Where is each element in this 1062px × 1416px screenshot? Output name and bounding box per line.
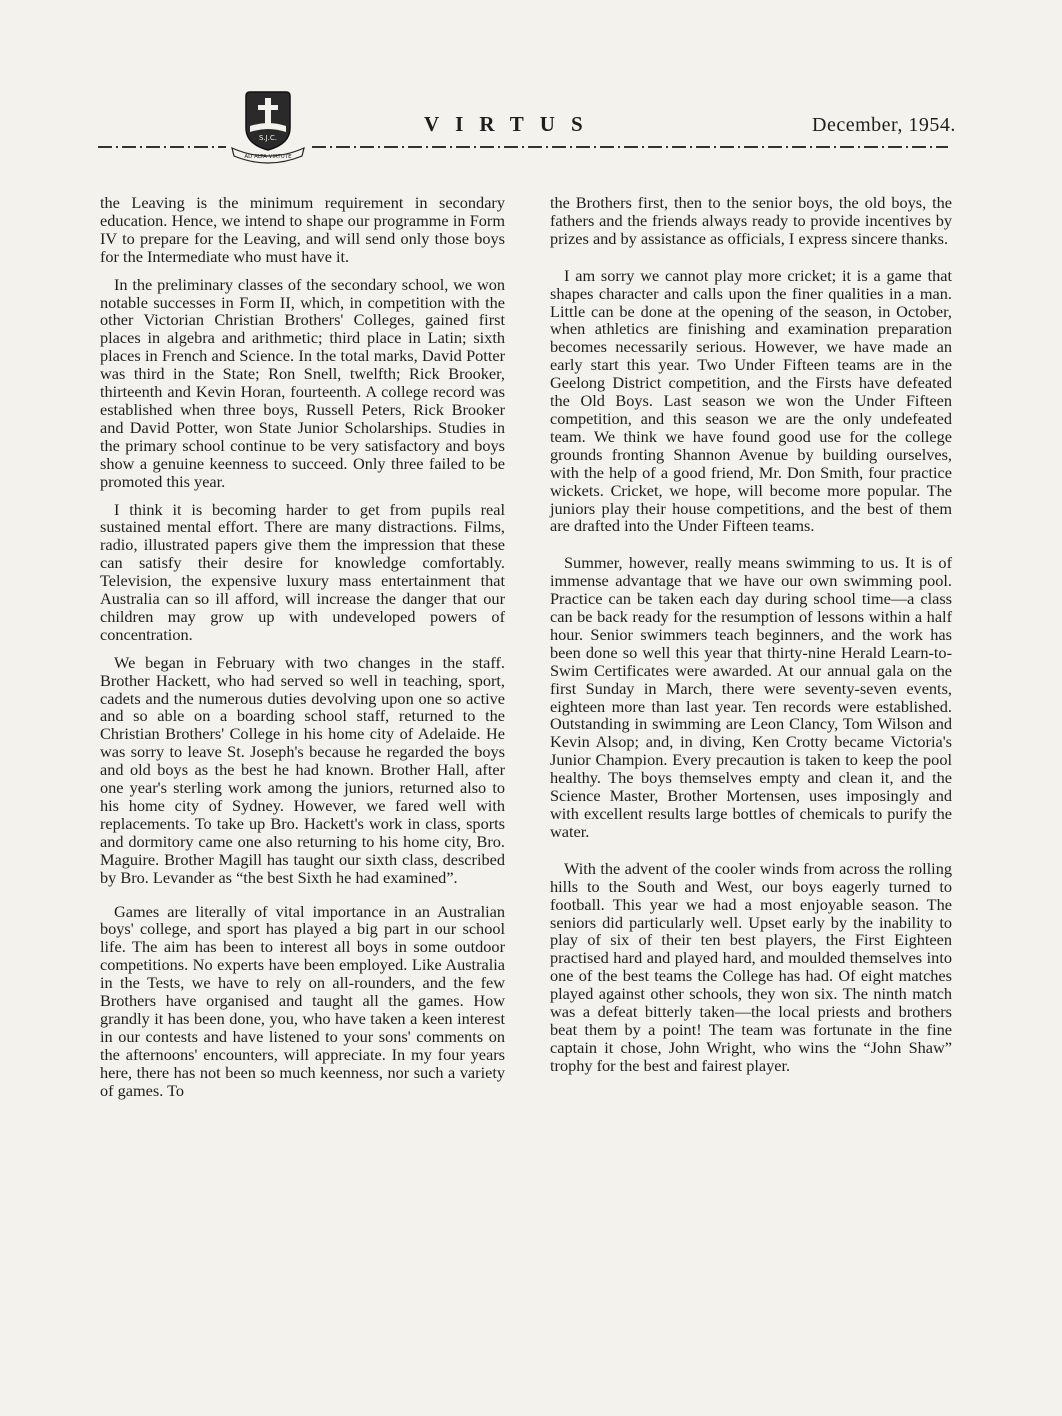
right-column xyxy=(550,194,952,1075)
paragraph: I am sorry we cannot play more cricket; it is a game that shapes character and calls upon the finer qualities in a man. Little can be done at the opening of the season, in October, when athletics are finishing and examination preparation becomes necessarily serious. However, we have made an early start this year. Two Under Fifteen teams are in the Geelong District competition, and the Firsts have defeated the Old Boys. Last season we won the Under Fifteen competition, and this season we are the only undefeated team. We think we have found good use for the college grounds fronting Shannon Avenue by building ourselves, with the help of a good friend, Mr. Don Smith, four practice wickets. Cricket, we hope, will become more popular. The juniors play their house competitions, and the best of them are drafted into the Under Fifteen teams. xyxy=(550,265,952,536)
header-rule-left xyxy=(98,146,226,148)
crest-initials: S.J.C. xyxy=(258,134,278,142)
paragraph: Summer, however, really means swimming to us. It is of immense advantage that we have our own swimming pool. Practice can be taken each day during school time—a class can be back ready for the resumption of lessons within a half hour. Senior swimmers teach beginners, and the work has been done so well this year that thirty-nine Herald Learn-to-Swim Certificates were awarded. At our annual gala on the first Sunday in March, there were seventy-seven events, eighteen more than last year. Ten records were established. Outstanding in swimming are Leon Clancy, Tom Wilson and Kevin Alsop; and, in diving, Ken Crotty became Victoria's Junior Champion. Every precaution is taken to keep the pool healthy. The boys themselves empty and clean it, and the Science Master, Brother Mortensen, uses imposingly and with excellent results large bottles of chemicals to purify the water. xyxy=(550,553,952,841)
paragraph: I think it is becoming harder to get from pupils real sustained mental effort. There are many distractions. Films, radio, illustrated papers give them the impression that these can satisfy their desire for knowledge comfortably. Television, the expensive luxury mass entertainment that Australia can so ill afford, will increase the danger that our children may grow up with undeveloped powers of concentration. xyxy=(100,499,505,644)
paragraph: Games are literally of vital importance in an Australian boys' college, and sport has played a big part in our school life. The aim has been to interest all boys in some outdoor competitions. No experts have been employed. Like Australia in the Tests, we have to rely on all-rounders, and the few Brothers have organised and taught all the games. How grandly it has been done, you, who have taken a keen interest in our contests and have listened to your sons' comments on the afternoons' encounters, will appreciate. In my four years here, there has not been so much keenness, nor such a variety of games. To xyxy=(100,901,505,1100)
paragraph: the Leaving is the minimum requirement in secondary education. Hence, we intend to shape our programme in Form IV to prepare for the Leaving, and will send only those boys for the Intermediate who must have it. xyxy=(100,193,505,266)
paragraph: In the preliminary classes of the secondary school, we won notable successes in Form II, which, in competition with the other Victorian Christian Brothers' Colleges, gained first places in algebra and arithmetic; third place in Latin; sixth places in French and Science. In the total marks, David Potter was third in the State; Ron Snell, twelfth; Rick Brooker, thirteenth and Kevin Horan, fourteenth. A college record was established when three boys, Russell Peters, Rick Brooker and David Potter, won State Junior Scholarships. Studies in the primary school continue to be very satisfactory and boys show a genuine keenness to succeed. Only three failed to be promoted this year. xyxy=(100,274,505,491)
left-column xyxy=(100,194,505,1100)
header-rule-right xyxy=(312,146,948,148)
paragraph: We began in February with two changes in the staff. Brother Hackett, who had served so well in teaching, sport, cadets and the numerous duties devolving upon one so active and so able on a boarding school staff, returned to the Christian Brothers' College in his home city of Adelaide. He was sorry to leave St. Joseph's because he regarded the boys and old boys as the best he had known. Brother Hall, after one year's sterling work among the juniors, returned also to his home city of Sydney. However, we fared well with replacements. To take up Bro. Hackett's work in class, sports and dormitory came one also returning to his home city, Bro. Maguire. Brother Magill has taught our sixth class, described by Bro. Levander as “the best Sixth he had examined”. xyxy=(100,652,505,887)
page-header xyxy=(0,0,1062,170)
crest-motto: AD ALTA VIRTUTE xyxy=(244,154,292,160)
issue-date: December, 1954. xyxy=(812,114,956,136)
school-crest-icon xyxy=(228,88,308,164)
paragraph: With the advent of the cooler winds from across the rolling hills to the South and West, our boys eagerly turned to football. This year we had a most enjoyable season. The seniors did particularly well. Upset early by the inability to play of six of their ten best players, the First Eighteen practised hard and played hard, and moulded themselves into one of the best teams the College has had. Of eight matches played against other schools, they won six. The ninth match was a defeat bitterly taken—the local priests and brothers beat them by a point! The team was fortunate in the fine captain it chose, John Wright, who wins the “John Shaw” trophy for the best and fairest player. xyxy=(550,858,952,1075)
paragraph: the Brothers first, then to the senior boys, the old boys, the fathers and the friends always ready to provide incentives by prizes and by assistance as officials, I express sincere thanks. xyxy=(550,193,952,248)
page-title: VIRTUS xyxy=(424,112,599,136)
